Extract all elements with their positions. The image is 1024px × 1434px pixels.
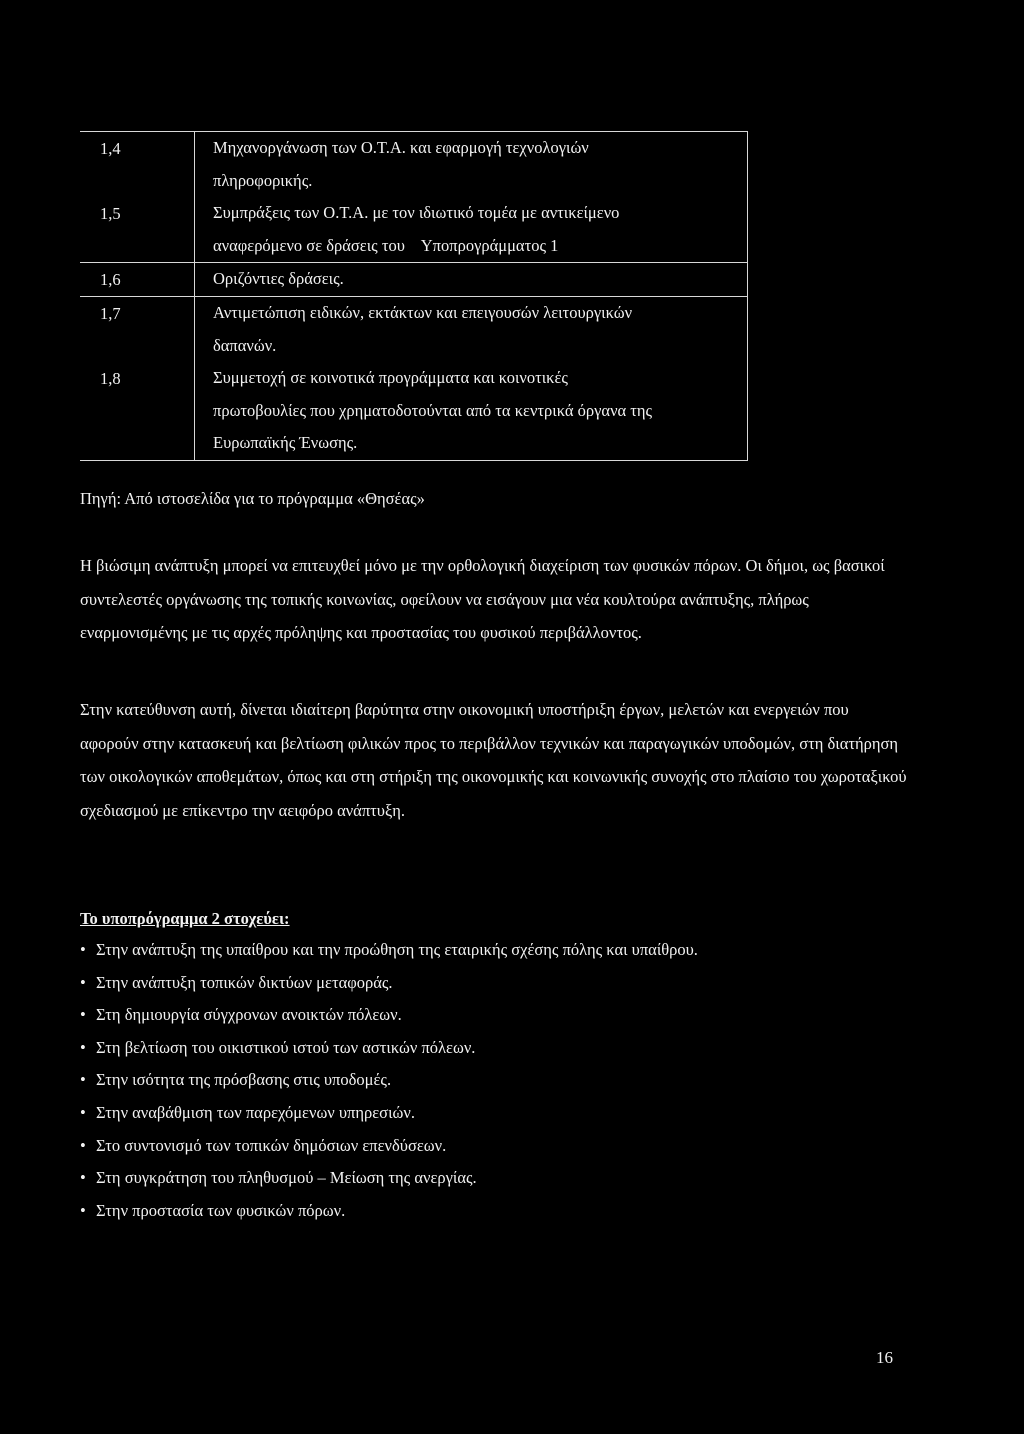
goal-text: Στην ανάπτυξη τοπικών δικτύων μεταφοράς. [96, 972, 393, 992]
bullet-icon: • [80, 1102, 86, 1122]
row-line: πρωτοβουλίες που χρηματοδοτούνται από τα κεντρικά όργανα της [213, 400, 653, 420]
goal-text: Στη δημιουργία σύγχρονων ανοικτών πόλεων. [96, 1005, 402, 1025]
bullet-icon: • [80, 972, 86, 992]
goals-heading: Το υποπρόγραμμα 2 στοχεύει: [80, 909, 290, 928]
bullet-icon: • [80, 940, 86, 959]
list-item [80, 1097, 840, 1130]
row-line: πληροφορικής. [213, 170, 313, 190]
list-item [80, 1162, 840, 1195]
list-item [80, 1064, 840, 1097]
goal-text: Στην ανάπτυξη της υπαίθρου και την προώθηση της εταιρικής σχέσης πόλης και υπαίθρου. [96, 940, 698, 959]
row-line: δαπανών. [213, 335, 277, 355]
goal-text: Στη βελτίωση του οικιστικού ιστού των αστικών πόλεων. [96, 1037, 476, 1057]
list-item [80, 967, 840, 1000]
bullet-icon: • [80, 1037, 86, 1057]
bullet-icon: • [80, 1070, 86, 1090]
bullet-icon: • [80, 1135, 86, 1155]
table-row [80, 197, 748, 262]
list-item [80, 1130, 840, 1163]
actions-table [80, 131, 748, 461]
list-item [80, 999, 840, 1032]
goal-text: Στο συντονισμό των τοπικών δημόσιων επενδύσεων. [96, 1135, 447, 1155]
row-line: Οριζόντιες δράσεις. [213, 269, 344, 288]
list-item [80, 1032, 840, 1065]
row-description [194, 362, 748, 460]
row-number: 1,8 [100, 369, 121, 388]
row-number: 1,6 [100, 270, 121, 289]
table-row [80, 296, 748, 362]
row-line: Αντιμετώπιση ειδικών, εκτάκτων και επειγουσών λειτουργικών [213, 303, 633, 322]
table-source-note: Πηγή: Από ιστοσελίδα για το πρόγραμμα «Θησέας» [80, 489, 425, 508]
bullet-icon: • [80, 1200, 86, 1220]
goal-text: Στην ισότητα της πρόσβασης στις υποδομές. [96, 1070, 392, 1090]
goal-text: Στην αναβάθμιση των παρεχόμενων υπηρεσιών. [96, 1102, 415, 1122]
row-description [194, 297, 748, 362]
paragraph-direction: Στην κατεύθυνση αυτή, δίνεται ιδιαίτερη βαρύτητα στην οικονομική υποστήριξη έργων, μελετών και ενεργειών που αφορούν στην κατασκευή και βελτίωση φιλικών προς το περιβάλλον τεχνικών και παραγωγικών υποδομών, στη διατήρηση των οικολογικών αποθεμάτων, όπως και στη στήριξη της οικονομικής και κοινωνικής συνοχής στο πλαίσιο του χωροταξικού σχεδιασμού με επίκεντρο την αειφόρο ανάπτυξη. [80, 700, 907, 820]
row-line: Συμπράξεις των Ο.Τ.Α. με τον ιδιωτικό τομέα με αντικείμενο [213, 203, 620, 222]
table-row [80, 362, 748, 461]
row-line: Ευρωπαϊκής Ένωσης. [213, 433, 358, 452]
table-row [80, 262, 748, 296]
row-description [194, 197, 748, 262]
page-number: 16 [876, 1348, 893, 1367]
row-description [194, 132, 748, 197]
row-line: αναφερόμενο σε δράσεις του Υποπρογράμματος 1 [213, 235, 559, 255]
list-item [80, 934, 840, 967]
row-description [194, 263, 748, 296]
list-item [80, 1195, 840, 1228]
row-number: 1,5 [100, 204, 121, 223]
row-number: 1,4 [100, 139, 121, 158]
bullet-icon: • [80, 1168, 86, 1188]
bullet-icon: • [80, 1005, 86, 1025]
goal-text: Στη συγκράτηση του πληθυσμού – Μείωση της ανεργίας. [96, 1168, 477, 1188]
paragraph-sustainable-development: Η βιώσιμη ανάπτυξη μπορεί να επιτευχθεί μόνο με την ορθολογική διαχείριση των φυσικών πόρων. Οι δήμοι, ως βασικοί συντελεστές οργάνωσης της τοπικής κοινωνίας, οφείλουν να εισάγουν μια νέα κουλτούρα ανάπτυξης, πλήρως εναρμονισμένης με τις αρχές πρόληψης και προστασίας του φυσικού περιβάλλοντος. [80, 556, 885, 642]
row-line: Συμμετοχή σε κοινοτικά προγράμματα και κοινοτικές [213, 368, 568, 387]
row-number: 1,7 [100, 304, 121, 323]
goals-list [80, 934, 840, 1227]
table-row [80, 132, 748, 197]
goal-text: Στην προστασία των φυσικών πόρων. [96, 1200, 346, 1220]
row-line: Μηχανοργάνωση των Ο.Τ.Α. και εφαρμογή τεχνολογιών [213, 138, 589, 157]
